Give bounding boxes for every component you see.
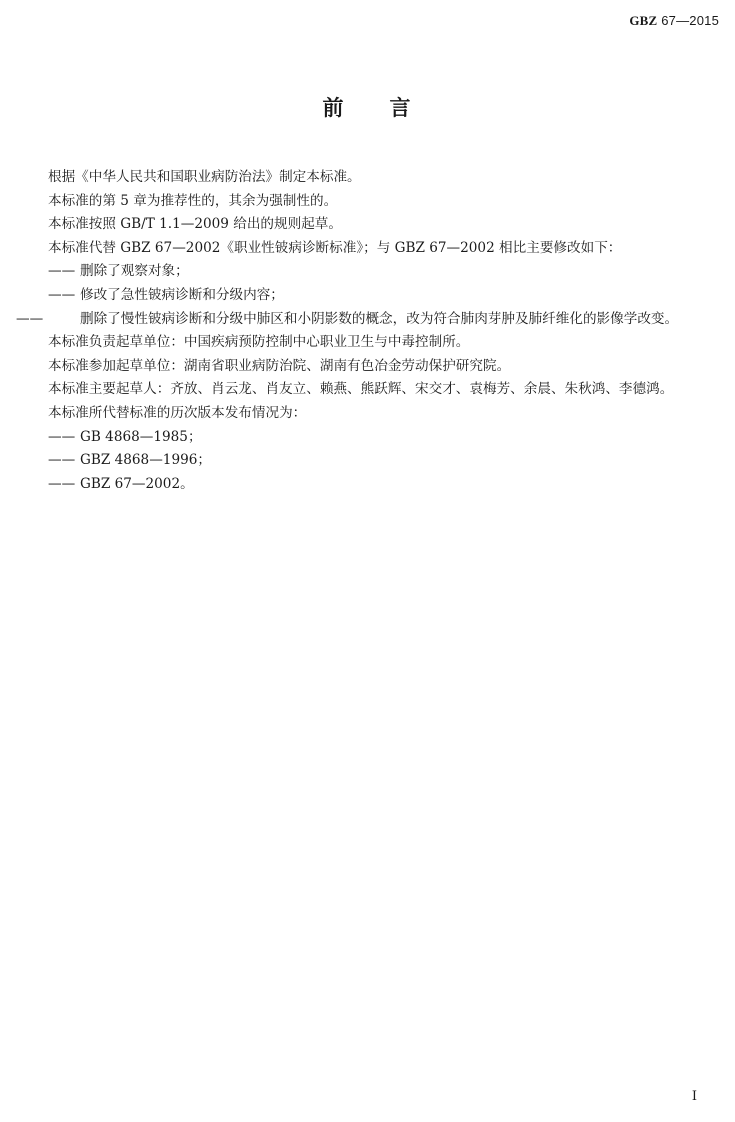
dash-marker: —— xyxy=(16,310,44,327)
dash-marker: —— xyxy=(48,286,76,303)
dash-marker: —— xyxy=(48,452,76,469)
standard-number: 67—2015 xyxy=(661,13,719,28)
document-code xyxy=(629,13,719,29)
paragraph-participating-units: 本标准参加起草单位：湖南省职业病防治院、湖南有色冶金劳动保护研究院。 xyxy=(48,357,511,374)
paragraph-history-intro: 本标准所代替标准的历次版本发布情况为： xyxy=(48,404,307,421)
history-text: GBZ 4868—1996； xyxy=(80,452,211,469)
paragraph-basis: 根据《中华人民共和国职业病防治法》制定本标准。 xyxy=(48,169,361,185)
change-text: 删除了慢性铍病诊断和分级中肺区和小阴影数的概念，改为符合肺肉芽肿及肺纤维化的影像学改变。 xyxy=(80,310,679,327)
paragraph-responsible-unit: 本标准负责起草单位：中国疾病预防控制中心职业卫生与中毒控制所。 xyxy=(48,334,470,351)
paragraph-replacement: 本标准代替 GBZ 67—2002《职业性铍病诊断标准》；与 GBZ 67—2002 相比主要修改如下： xyxy=(48,239,622,256)
paragraph-drafters: 本标准主要起草人：齐放、肖云龙、肖友立、赖燕、熊跃辉、宋交才、袁梅芳、余晨、朱秋鸿、李德鸿。 xyxy=(48,381,674,398)
dash-marker: —— xyxy=(48,475,76,492)
history-text: GB 4868—1985； xyxy=(80,428,202,445)
change-item xyxy=(48,260,720,284)
change-text: 删除了观察对象； xyxy=(80,263,189,280)
change-item xyxy=(48,284,720,308)
history-item xyxy=(48,473,720,497)
paragraph-drafting-rules: 本标准按照 GB/T 1.1—2009 给出的规则起草。 xyxy=(48,216,342,233)
history-text: GBZ 67—2002。 xyxy=(80,475,194,492)
change-text: 修改了急性铍病诊断和分级内容； xyxy=(80,286,284,303)
history-item xyxy=(48,426,720,450)
standard-prefix: GBZ xyxy=(629,13,658,28)
page-title xyxy=(0,92,735,122)
dash-marker: —— xyxy=(48,428,76,445)
title-char-1: 前 xyxy=(322,96,346,120)
history-item xyxy=(48,449,720,473)
dash-marker: —— xyxy=(48,263,76,280)
foreword-body xyxy=(16,166,720,496)
change-item xyxy=(16,308,720,332)
title-char-2: 言 xyxy=(389,96,413,120)
paragraph-nature: 本标准的第 5 章为推荐性的，其余为强制性的。 xyxy=(48,192,338,209)
page-number: I xyxy=(691,1089,697,1104)
